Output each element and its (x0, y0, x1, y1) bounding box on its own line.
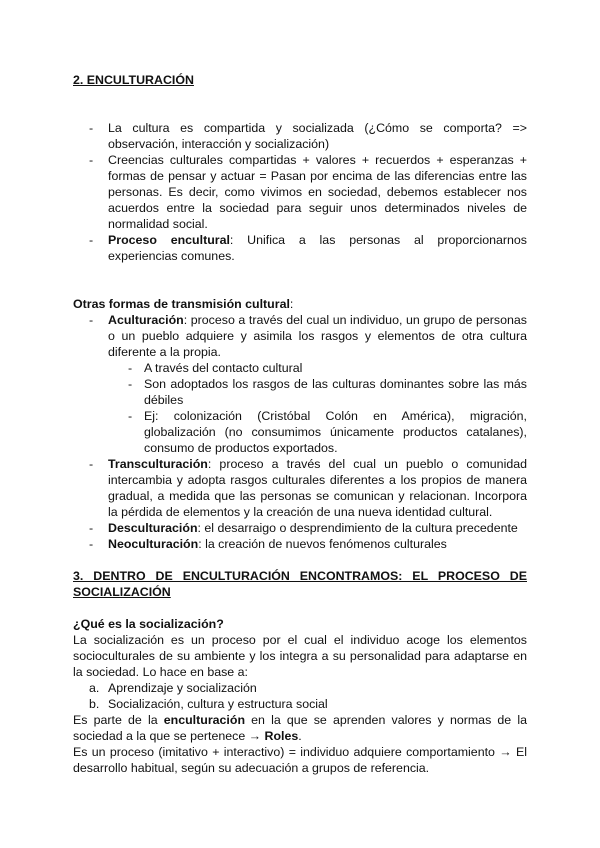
list-item-aculturacion: - Aculturación: proceso a través del cual un individuo, un grupo de personas o un pueblo adquiere y asimila los rasgos y elementos de otra cultura diferente a la propia. - A través del contacto cultural - Son adoptados los rasgos de las culturas dominantes sobre las más débiles - Ej: colonización (Cristóbal Colón en América), migración, globalización (no consumimos únicamente productos catalanes), consumo de productos exportados. (73, 312, 527, 456)
sub-list-item: - Ej: colonización (Cristóbal Colón en América), migración, globalización (no consumimos únicamente productos catalanes), consumo de productos exportados. (108, 408, 527, 456)
list-item: b. Socialización, cultura y estructura social (89, 697, 328, 711)
list-item: - Creencias culturales compartidas + valores + recuerdos + esperanzas + formas de pensar y actuar = Pasan por encima de las diferencias entre las personas. Es decir, como vivimos en sociedad, debemos establecer nos acuerdos entre la sociedad para seguir unos determinados niveles de normalidad social. (73, 152, 527, 232)
paragraph: Es parte de la enculturación en la que se aprenden valores y normas de la sociedad a la que se pertenece → Roles. (73, 713, 528, 743)
question-heading: ¿Qué es la socialización? (73, 617, 224, 631)
section-2-title: 2. ENCULTURACIÓN (73, 73, 194, 87)
list-item: a. Aprendizaje y socialización (89, 681, 257, 695)
otras-formas-heading: Otras formas de transmisión cultural: (73, 297, 294, 311)
paragraph: Es un proceso (imitativo + interactivo) = individuo adquiere comportamiento → El desarrollo habitual, según su adecuación a grupos de referencia. (73, 745, 527, 775)
section-3-title: 3. DENTRO DE ENCULTURACIÓN ENCONTRAMOS: EL PROCESO DE SOCIALIZACIÓN (73, 569, 527, 599)
term: Desculturación (108, 521, 198, 535)
socializacion-list (73, 680, 527, 712)
list-item-desculturacion: - Desculturación: el desarraigo o desprendimiento de la cultura precedente (73, 520, 527, 536)
sub-list-item: - A través del contacto cultural (108, 360, 527, 376)
term: Transculturación (108, 457, 208, 471)
term: Proceso encultural (108, 233, 230, 247)
term: Aculturación (108, 313, 184, 327)
sub-list-item: - Son adoptados los rasgos de las culturas dominantes sobre las más débiles (108, 376, 527, 408)
term: Neoculturación (108, 537, 199, 551)
list-item-transculturacion: - Transculturación: proceso a través del cual un pueblo o comunidad intercambia y adopta rasgos culturales diferentes a los propios de manera gradual, a medida que las personas se comunican y relacionan. Incorpora la pérdida de elementos y la creación de una nueva identidad cultural. (73, 456, 527, 520)
enculturacion-list (73, 120, 527, 264)
list-item-neoculturacion: - Neoculturación: la creación de nuevos fenómenos culturales (73, 536, 527, 552)
list-item: - La cultura es compartida y socializada (¿Cómo se comporta? => observación, interacción y socialización) (73, 120, 527, 152)
list-item: - Proceso encultural: Unifica a las personas al proporcionarnos experiencias comunes. (73, 232, 527, 264)
paragraph: La socialización es un proceso por el cual el individuo acoge los elementos socioculturales de su ambiente y los integra a su personalidad para adaptarse en la sociedad. Lo hace en base a: (73, 633, 527, 679)
otras-formas-list (73, 312, 527, 552)
aculturacion-sublist (108, 360, 527, 456)
document-page (73, 72, 527, 776)
